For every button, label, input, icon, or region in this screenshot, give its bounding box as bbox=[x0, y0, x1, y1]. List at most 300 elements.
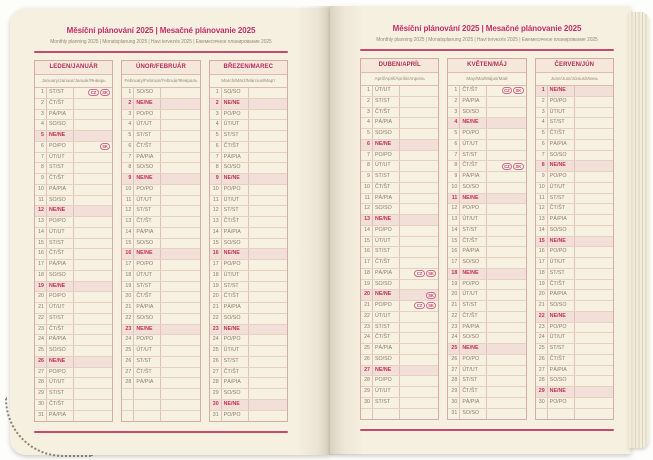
notes-cell bbox=[74, 110, 112, 120]
day-number-cell: 22 bbox=[448, 312, 460, 322]
day-abbrev-cell: ČT/ŠT bbox=[548, 129, 575, 139]
day-abbrev-cell: ÚT/UT bbox=[222, 271, 249, 281]
day-abbrev-cell: NE/NE bbox=[548, 161, 575, 171]
day-number-cell: 8 bbox=[122, 163, 134, 173]
day-abbrev-cell: NE/NE bbox=[134, 174, 161, 184]
day-number-cell: 24 bbox=[122, 335, 134, 345]
notes-cell bbox=[74, 292, 112, 302]
day-abbrev-cell: ČT/ŠT bbox=[222, 142, 249, 152]
notes-cell bbox=[575, 387, 613, 397]
notes-cell bbox=[487, 301, 525, 311]
day-row bbox=[210, 88, 287, 99]
day-abbrev-cell: SO/SO bbox=[134, 88, 161, 98]
day-row bbox=[35, 185, 112, 196]
day-abbrev-cell: NE/NE bbox=[373, 366, 400, 376]
day-abbrev-cell: ÚT/UT bbox=[460, 290, 487, 300]
day-row bbox=[210, 260, 287, 271]
notes-cell bbox=[161, 346, 199, 356]
day-number-cell: 1 bbox=[361, 86, 373, 96]
day-number-cell: 28 bbox=[210, 378, 222, 388]
day-row bbox=[361, 355, 438, 366]
notes-cell bbox=[249, 153, 287, 163]
day-row bbox=[122, 131, 199, 142]
day-number-cell: 13 bbox=[448, 215, 460, 225]
notes-cell bbox=[249, 368, 287, 378]
notes-cell bbox=[74, 368, 112, 378]
day-abbrev-cell: SO/SO bbox=[373, 280, 400, 290]
notes-cell bbox=[249, 88, 287, 98]
day-number-cell: 13 bbox=[536, 215, 548, 225]
day-number-cell: 19 bbox=[122, 282, 134, 292]
notes-cell bbox=[400, 172, 438, 182]
day-number-cell: 20 bbox=[448, 290, 460, 300]
day-number-cell: 17 bbox=[35, 260, 47, 270]
notes-cell bbox=[74, 282, 112, 292]
day-number-cell: 22 bbox=[361, 312, 373, 322]
day-row bbox=[122, 368, 199, 379]
day-abbrev-cell: PÁ/PIA bbox=[47, 260, 74, 270]
day-number-cell: 18 bbox=[448, 269, 460, 279]
day-row bbox=[448, 140, 525, 151]
holiday-badge-sk: SK bbox=[426, 292, 437, 299]
day-abbrev-cell: PÁ/PIA bbox=[548, 290, 575, 300]
notes-cell bbox=[575, 129, 613, 139]
month-languages: January/Januar/Január/Январь bbox=[35, 75, 112, 88]
day-abbrev-cell: ÚT/UT bbox=[373, 161, 400, 171]
day-row bbox=[361, 312, 438, 323]
day-number-cell: 17 bbox=[122, 260, 134, 270]
day-number-cell: 19 bbox=[536, 280, 548, 290]
notes-cell bbox=[161, 335, 199, 345]
day-number-cell: 24 bbox=[361, 333, 373, 343]
day-number-cell: 29 bbox=[35, 389, 47, 399]
day-number-cell: 14 bbox=[35, 228, 47, 238]
notes-cell bbox=[487, 118, 525, 128]
day-abbrev-cell: NE/NE bbox=[548, 237, 575, 247]
day-number-cell: 10 bbox=[210, 185, 222, 195]
day-abbrev-cell: ST/ST bbox=[47, 163, 74, 173]
day-number-cell bbox=[361, 409, 373, 420]
notes-cell bbox=[575, 376, 613, 386]
month-column bbox=[535, 58, 614, 420]
day-number-cell: 2 bbox=[536, 97, 548, 107]
day-row-sunday bbox=[35, 131, 112, 142]
day-row bbox=[361, 226, 438, 237]
day-number-cell: 18 bbox=[361, 269, 373, 279]
notes-cell bbox=[487, 183, 525, 193]
day-abbrev-cell: NE/NE bbox=[460, 118, 487, 128]
day-row bbox=[210, 303, 287, 314]
day-abbrev-cell: ČT/ŠT bbox=[460, 237, 487, 247]
blank-row bbox=[122, 400, 199, 411]
day-row bbox=[210, 131, 287, 142]
day-row bbox=[35, 292, 112, 303]
day-abbrev-cell: SO/SO bbox=[134, 163, 161, 173]
holiday-badge-sk: SK bbox=[426, 270, 437, 277]
day-abbrev-cell: PÁ/PIA bbox=[548, 366, 575, 376]
notes-cell bbox=[400, 376, 438, 386]
notes-cell bbox=[400, 194, 438, 204]
day-number-cell: 8 bbox=[361, 161, 373, 171]
day-row-sunday bbox=[536, 387, 613, 398]
notes-cell bbox=[249, 110, 287, 120]
day-row-sunday bbox=[210, 249, 287, 260]
day-abbrev-cell: PO/PO bbox=[222, 260, 249, 270]
day-number-cell: 24 bbox=[210, 335, 222, 345]
day-row bbox=[210, 346, 287, 357]
notes-cell bbox=[575, 151, 613, 161]
day-row bbox=[210, 389, 287, 400]
notes-cell bbox=[487, 247, 525, 257]
notes-cell bbox=[161, 99, 199, 109]
day-row bbox=[210, 368, 287, 379]
page-subtitle: Monthly planning 2025 | Monatsplanung 2025 | Havi tervezés 2025 | Ежемесячное планирование 2025 bbox=[50, 39, 272, 45]
day-abbrev-cell: NE/NE bbox=[460, 269, 487, 279]
day-abbrev-cell: ST/ST bbox=[460, 226, 487, 236]
day-row bbox=[210, 357, 287, 368]
notes-cell bbox=[249, 325, 287, 335]
notes-cell bbox=[161, 228, 199, 238]
notes-cell bbox=[74, 260, 112, 270]
day-row bbox=[361, 333, 438, 344]
day-abbrev-cell: PO/PO bbox=[222, 110, 249, 120]
day-row bbox=[361, 247, 438, 258]
day-row bbox=[448, 301, 525, 312]
notes-cell bbox=[161, 239, 199, 249]
day-row bbox=[536, 355, 613, 366]
day-number-cell: 21 bbox=[122, 303, 134, 313]
day-abbrev-cell: SO/SO bbox=[47, 120, 74, 130]
day-number-cell: 5 bbox=[536, 129, 548, 139]
day-number-cell: 16 bbox=[536, 247, 548, 257]
day-row bbox=[361, 323, 438, 334]
day-abbrev-cell: PÁ/PIA bbox=[134, 153, 161, 163]
day-row bbox=[448, 333, 525, 344]
day-abbrev-cell: ČT/ŠT bbox=[134, 142, 161, 152]
day-number-cell: 4 bbox=[35, 120, 47, 130]
day-number-cell: 29 bbox=[210, 389, 222, 399]
notes-cell bbox=[400, 118, 438, 128]
notes-cell bbox=[161, 303, 199, 313]
notes-cell bbox=[161, 185, 199, 195]
day-abbrev-cell: SO/SO bbox=[548, 151, 575, 161]
day-abbrev-cell: PÁ/PIA bbox=[222, 303, 249, 313]
month-column bbox=[447, 58, 526, 420]
day-abbrev-cell: ČT/ŠT bbox=[222, 217, 249, 227]
day-row bbox=[361, 387, 438, 398]
day-abbrev-cell: ČT/ŠT bbox=[373, 258, 400, 268]
month-languages: June/Juni/Június/Июнь bbox=[536, 73, 613, 86]
notes-cell bbox=[575, 355, 613, 365]
day-number-cell: 30 bbox=[448, 398, 460, 408]
day-abbrev-cell: ČT/ŠT bbox=[373, 108, 400, 118]
day-number-cell: 24 bbox=[536, 333, 548, 343]
day-number-cell: 3 bbox=[210, 110, 222, 120]
day-number-cell: 1 bbox=[210, 88, 222, 98]
day-number-cell: 13 bbox=[361, 215, 373, 225]
day-row bbox=[361, 258, 438, 269]
day-row bbox=[35, 389, 112, 400]
notes-cell bbox=[575, 183, 613, 193]
day-abbrev-cell: PO/PO bbox=[548, 172, 575, 182]
day-number-cell: 8 bbox=[448, 161, 460, 171]
day-number-cell: 10 bbox=[536, 183, 548, 193]
day-row bbox=[210, 163, 287, 174]
day-number-cell: 26 bbox=[122, 357, 134, 367]
day-number-cell: 6 bbox=[448, 140, 460, 150]
day-number-cell: 28 bbox=[361, 376, 373, 386]
day-abbrev-cell: ÚT/UT bbox=[134, 120, 161, 130]
day-number-cell: 4 bbox=[361, 118, 373, 128]
notes-cell bbox=[400, 333, 438, 343]
day-row bbox=[448, 376, 525, 387]
notes-cell bbox=[249, 335, 287, 345]
day-row bbox=[448, 366, 525, 377]
day-number-cell: 27 bbox=[448, 366, 460, 376]
day-abbrev-cell: PO/PO bbox=[373, 376, 400, 386]
notes-cell bbox=[487, 333, 525, 343]
day-number-cell: 3 bbox=[448, 108, 460, 118]
day-number-cell: 26 bbox=[210, 357, 222, 367]
day-abbrev-cell: SO/SO bbox=[460, 333, 487, 343]
day-row bbox=[35, 400, 112, 411]
notes-cell bbox=[161, 271, 199, 281]
notes-cell bbox=[487, 172, 525, 182]
day-row bbox=[536, 344, 613, 355]
day-number-cell: 25 bbox=[122, 346, 134, 356]
page-title: Měsíční plánování 2025 | Mesačné plánovanie 2025 bbox=[392, 24, 582, 33]
day-number-cell: 7 bbox=[448, 151, 460, 161]
notes-cell bbox=[575, 366, 613, 376]
month-header: BŘEZEN/MAREC bbox=[210, 61, 287, 75]
blank-row bbox=[122, 389, 199, 400]
day-row bbox=[35, 325, 112, 336]
day-abbrev-cell: PO/PO bbox=[47, 217, 74, 227]
day-number-cell: 27 bbox=[210, 368, 222, 378]
notes-cell bbox=[575, 247, 613, 257]
day-number-cell: 18 bbox=[35, 271, 47, 281]
day-abbrev-cell: ST/ST bbox=[373, 97, 400, 107]
day-abbrev-cell: ÚT/UT bbox=[548, 108, 575, 118]
day-abbrev-cell: PÁ/PIA bbox=[47, 411, 74, 422]
notes-cell bbox=[400, 323, 438, 333]
day-abbrev-cell: PO/PO bbox=[548, 97, 575, 107]
day-row bbox=[122, 142, 199, 153]
day-row bbox=[35, 411, 112, 422]
month-column bbox=[34, 60, 113, 422]
day-abbrev-cell: ST/ST bbox=[548, 118, 575, 128]
day-abbrev-cell: PÁ/PIA bbox=[222, 153, 249, 163]
notes-cell bbox=[487, 355, 525, 365]
notes-cell bbox=[161, 249, 199, 259]
holiday-badge-sk: SK bbox=[426, 302, 437, 309]
notes-cell bbox=[487, 312, 525, 322]
notes-cell bbox=[249, 163, 287, 173]
day-number-cell: 25 bbox=[35, 346, 47, 356]
day-number-cell: 7 bbox=[361, 151, 373, 161]
day-row-sunday bbox=[448, 269, 525, 280]
day-row bbox=[122, 271, 199, 282]
day-number-cell: 8 bbox=[536, 161, 548, 171]
day-number-cell: 13 bbox=[35, 217, 47, 227]
day-abbrev-cell: PÁ/PIA bbox=[47, 185, 74, 195]
day-row bbox=[122, 228, 199, 239]
month-header: DUBEN/APRÍL bbox=[361, 59, 438, 73]
day-number-cell: 31 bbox=[448, 409, 460, 420]
day-number-cell: 10 bbox=[361, 183, 373, 193]
day-row bbox=[122, 346, 199, 357]
notes-cell bbox=[74, 400, 112, 410]
day-number-cell: 12 bbox=[122, 206, 134, 216]
day-row bbox=[35, 196, 112, 207]
day-number-cell: 29 bbox=[448, 387, 460, 397]
day-row bbox=[361, 118, 438, 129]
notes-cell bbox=[400, 387, 438, 397]
notes-cell bbox=[400, 280, 438, 290]
notes-cell bbox=[487, 290, 525, 300]
notes-cell bbox=[575, 194, 613, 204]
day-abbrev-cell: PÁ/PIA bbox=[373, 344, 400, 354]
day-number-cell: 28 bbox=[448, 376, 460, 386]
day-number-cell: 28 bbox=[536, 376, 548, 386]
notes-cell bbox=[400, 226, 438, 236]
day-abbrev-cell: PÁ/PIA bbox=[460, 97, 487, 107]
day-abbrev-cell: ČT/ŠT bbox=[222, 292, 249, 302]
day-abbrev-cell: PÁ/PIA bbox=[222, 228, 249, 238]
day-row-sunday bbox=[210, 400, 287, 411]
day-number-cell: 4 bbox=[122, 120, 134, 130]
day-abbrev-cell: PÁ/PIA bbox=[47, 335, 74, 345]
day-number-cell: 14 bbox=[536, 226, 548, 236]
day-number-cell: 16 bbox=[122, 249, 134, 259]
day-number-cell: 3 bbox=[536, 108, 548, 118]
month-header: LEDEN/JANUÁR bbox=[35, 61, 112, 75]
day-row-sunday bbox=[361, 290, 438, 301]
notes-cell bbox=[161, 260, 199, 270]
day-abbrev-cell: ÚT/UT bbox=[222, 346, 249, 356]
day-number-cell: 11 bbox=[35, 196, 47, 206]
notes-cell bbox=[575, 269, 613, 279]
day-number-cell: 15 bbox=[35, 239, 47, 249]
notes-cell bbox=[249, 411, 287, 422]
day-abbrev-cell: ÚT/UT bbox=[134, 271, 161, 281]
notes-cell bbox=[74, 249, 112, 259]
day-abbrev-cell: NE/NE bbox=[548, 312, 575, 322]
day-row bbox=[448, 247, 525, 258]
notes-cell bbox=[400, 269, 438, 279]
notes-cell bbox=[74, 346, 112, 356]
notes-cell bbox=[487, 280, 525, 290]
day-row bbox=[536, 183, 613, 194]
notes-cell bbox=[575, 301, 613, 311]
day-row bbox=[35, 142, 112, 153]
day-row bbox=[35, 239, 112, 250]
day-abbrev-cell: PO/PO bbox=[47, 142, 74, 152]
day-row bbox=[35, 335, 112, 346]
day-abbrev-cell: NE/NE bbox=[373, 290, 400, 300]
left-page bbox=[10, 8, 330, 455]
day-number-cell: 16 bbox=[361, 247, 373, 257]
notes-cell bbox=[487, 215, 525, 225]
day-abbrev-cell: NE/NE bbox=[222, 99, 249, 109]
day-number-cell: 12 bbox=[448, 204, 460, 214]
day-row-sunday bbox=[361, 366, 438, 377]
day-row bbox=[536, 97, 613, 108]
holiday-badge-sk: SK bbox=[100, 143, 111, 150]
notes-cell bbox=[400, 108, 438, 118]
day-abbrev-cell: ČT/ŠT bbox=[222, 368, 249, 378]
day-row bbox=[361, 108, 438, 119]
month-column bbox=[360, 58, 439, 420]
notes-cell bbox=[400, 183, 438, 193]
notes-cell bbox=[249, 400, 287, 410]
day-number-cell: 4 bbox=[536, 118, 548, 128]
day-abbrev-cell: PO/PO bbox=[222, 185, 249, 195]
day-row bbox=[536, 108, 613, 119]
notes-cell bbox=[161, 88, 199, 98]
day-number-cell: 29 bbox=[361, 387, 373, 397]
day-number-cell bbox=[122, 389, 134, 399]
day-row bbox=[210, 271, 287, 282]
day-row bbox=[361, 280, 438, 291]
day-row bbox=[122, 314, 199, 325]
notes-cell bbox=[487, 97, 525, 107]
day-abbrev-cell: ST/ST bbox=[373, 172, 400, 182]
day-number-cell: 23 bbox=[122, 325, 134, 335]
day-abbrev-cell: PO/PO bbox=[47, 368, 74, 378]
notes-cell bbox=[161, 163, 199, 173]
day-abbrev-cell: NE/NE bbox=[222, 400, 249, 410]
day-row bbox=[536, 204, 613, 215]
day-abbrev-cell: ČT/ŠT bbox=[47, 325, 74, 335]
day-number-cell: 27 bbox=[361, 366, 373, 376]
day-row bbox=[35, 174, 112, 185]
day-row bbox=[536, 258, 613, 269]
notes-cell bbox=[74, 196, 112, 206]
day-row bbox=[35, 271, 112, 282]
notes-cell bbox=[249, 249, 287, 259]
day-row bbox=[536, 269, 613, 280]
notes-cell bbox=[74, 174, 112, 184]
notes-cell bbox=[74, 357, 112, 367]
day-abbrev-cell: PO/PO bbox=[548, 247, 575, 257]
day-row bbox=[361, 269, 438, 280]
day-number-cell: 6 bbox=[210, 142, 222, 152]
notes-cell bbox=[487, 366, 525, 376]
day-abbrev-cell: ÚT/UT bbox=[373, 86, 400, 96]
day-abbrev-cell: PO/PO bbox=[373, 226, 400, 236]
day-number-cell: 14 bbox=[122, 228, 134, 238]
day-abbrev-cell: SO/SO bbox=[460, 409, 487, 420]
day-row-sunday bbox=[536, 237, 613, 248]
day-row-sunday bbox=[122, 249, 199, 260]
day-abbrev-cell: SO/SO bbox=[134, 314, 161, 324]
notes-cell bbox=[400, 161, 438, 171]
day-abbrev-cell: PO/PO bbox=[373, 301, 400, 311]
left-page-content bbox=[34, 17, 288, 433]
day-row bbox=[210, 110, 287, 121]
day-row bbox=[210, 282, 287, 293]
day-abbrev-cell: PO/PO bbox=[460, 355, 487, 365]
day-number-cell: 26 bbox=[448, 355, 460, 365]
day-number-cell: 21 bbox=[361, 301, 373, 311]
day-number-cell: 10 bbox=[35, 185, 47, 195]
day-abbrev-cell: ČT/ŠT bbox=[548, 204, 575, 214]
notes-cell bbox=[575, 86, 613, 96]
day-number-cell: 5 bbox=[35, 131, 47, 141]
day-number-cell: 8 bbox=[35, 163, 47, 173]
day-number-cell: 9 bbox=[35, 174, 47, 184]
